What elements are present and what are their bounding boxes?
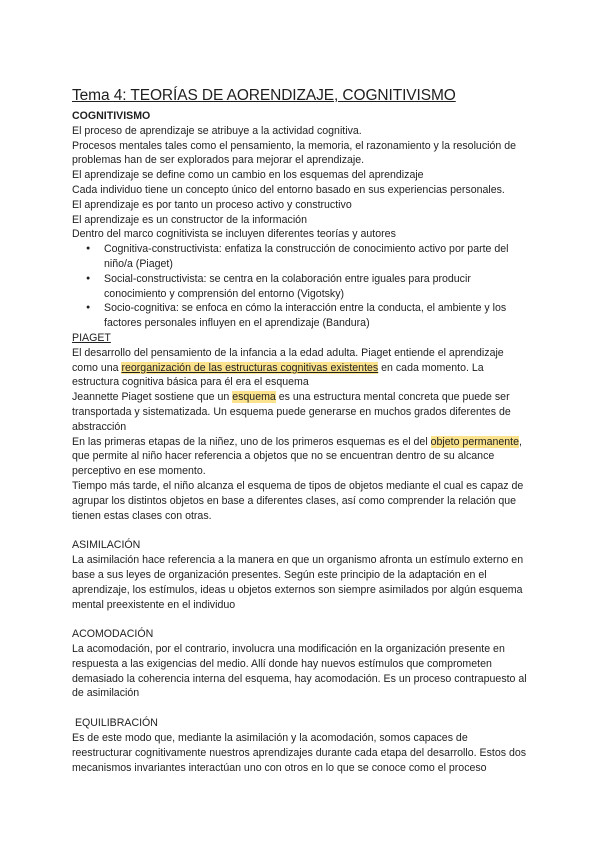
theories-list: [72, 242, 528, 331]
document-page: [72, 86, 528, 775]
highlighted-text: esquema: [232, 391, 276, 404]
text-run: como una: [72, 361, 122, 374]
text-run: en cada momento. La estructura cognitiva básica para él era el esquema: [72, 361, 484, 389]
highlighted-text: objeto permanente: [430, 435, 519, 448]
text-run: , que permite al niño hacer referencia a objetos que no se encuentran dentro de su alcance perceptivo en ese momento.: [72, 435, 522, 478]
section-heading-cognitivismo: COGNITIVISMO: [72, 110, 151, 122]
paragraph: [72, 435, 528, 479]
section-heading-acomodacion: ACOMODACIÓN: [72, 628, 154, 641]
paragraph: Procesos mentales tales como el pensamiento, la memoria, el razonamiento y la resolución de problemas han de ser explorados para mejorar el aprendizaje.: [72, 139, 516, 167]
paragraph: El proceso de aprendizaje se atribuye a la actividad cognitiva.: [72, 124, 362, 137]
text-run: es una estructura mental concreta que puede ser transportada y sistematizada. Un esquema puede generarse en muchos grados diferentes de abstracción: [72, 391, 511, 433]
text-run: En las primeras etapas de la niñez, uno de los primeros esquemas es el del: [72, 435, 431, 448]
paragraph: Es de este modo que, mediante la asimilación y la acomodación, somos capaces de reestructurar cognitivamente nuestros aprendizajes durante cada etapa del desarrollo. Estos dos mecanismos invariantes interactúan uno con otros en lo que se conoce como el proceso: [72, 732, 527, 774]
list-item: ● Cognitiva-constructivista: enfatiza la construcción de conocimiento activo por parte del niño/a (Piaget): [104, 242, 528, 272]
document-title: Tema 4: TEORÍAS DE AORENDIZAJE, COGNITIVISMO: [72, 87, 456, 104]
section-heading-asimilacion: ASIMILACIÓN: [72, 539, 141, 552]
paragraph: Dentro del marco cognitivista se incluyen diferentes teorías y autores: [72, 228, 396, 241]
list-item: ● Social-constructivista: se centra en la colaboración entre iguales para producir conocimiento y comprensión del entorno (Vigotsky): [104, 272, 528, 302]
paragraph: El aprendizaje se define como un cambio en los esquemas del aprendizaje: [72, 169, 424, 182]
text-run: Jeannette Piaget sostiene que un: [72, 391, 233, 404]
section-heading-piaget: PIAGET: [72, 331, 111, 344]
highlighted-text: reorganización de las estructuras cognitivas existentes: [121, 361, 379, 374]
paragraph: El aprendizaje es un constructor de la información: [72, 213, 307, 226]
paragraph: Tiempo más tarde, el niño alcanza el esquema de tipos de objetos mediante el cual es capaz de agrupar los distintos objetos en base a diferentes clases, así como comprender la relación que tienen estas clases con otras.: [72, 479, 524, 522]
paragraph: Cada individuo tiene un concepto único del entorno basado en sus experiencias personales.: [72, 183, 505, 196]
paragraph: [72, 390, 528, 434]
paragraph: El desarrollo del pensamiento de la infancia a la edad adulta. Piaget entiende el aprendizaje: [72, 346, 504, 359]
paragraph: [72, 361, 528, 391]
list-item: ● Socio-cognitiva: se enfoca en cómo la interacción entre la conducta, el ambiente y los factores personales influyen en el aprendizaje (Bandura): [104, 301, 528, 331]
paragraph: La acomodación, por el contrario, involucra una modificación en la organización presente en respuesta a las exigencias del medio. Allí donde hay nuevos estímulos que comprometen demasiado la coherencia interna del esquema, hay acomodación. Es un proceso contrapuesto al de asimilación: [72, 643, 527, 700]
paragraph: El aprendizaje es por tanto un proceso activo y constructivo: [72, 198, 352, 211]
section-heading-equilibracion: EQUILIBRACIÓN: [72, 717, 158, 730]
paragraph: La asimilación hace referencia a la manera en que un organismo afronta un estímulo externo en base a sus leyes de organización presentes. Según este principio de la adaptación en el aprendizaje, los estímulos, ideas u objetos externos son siempre asimilados por algún esquema mental preexistente en el individuo: [72, 554, 524, 611]
